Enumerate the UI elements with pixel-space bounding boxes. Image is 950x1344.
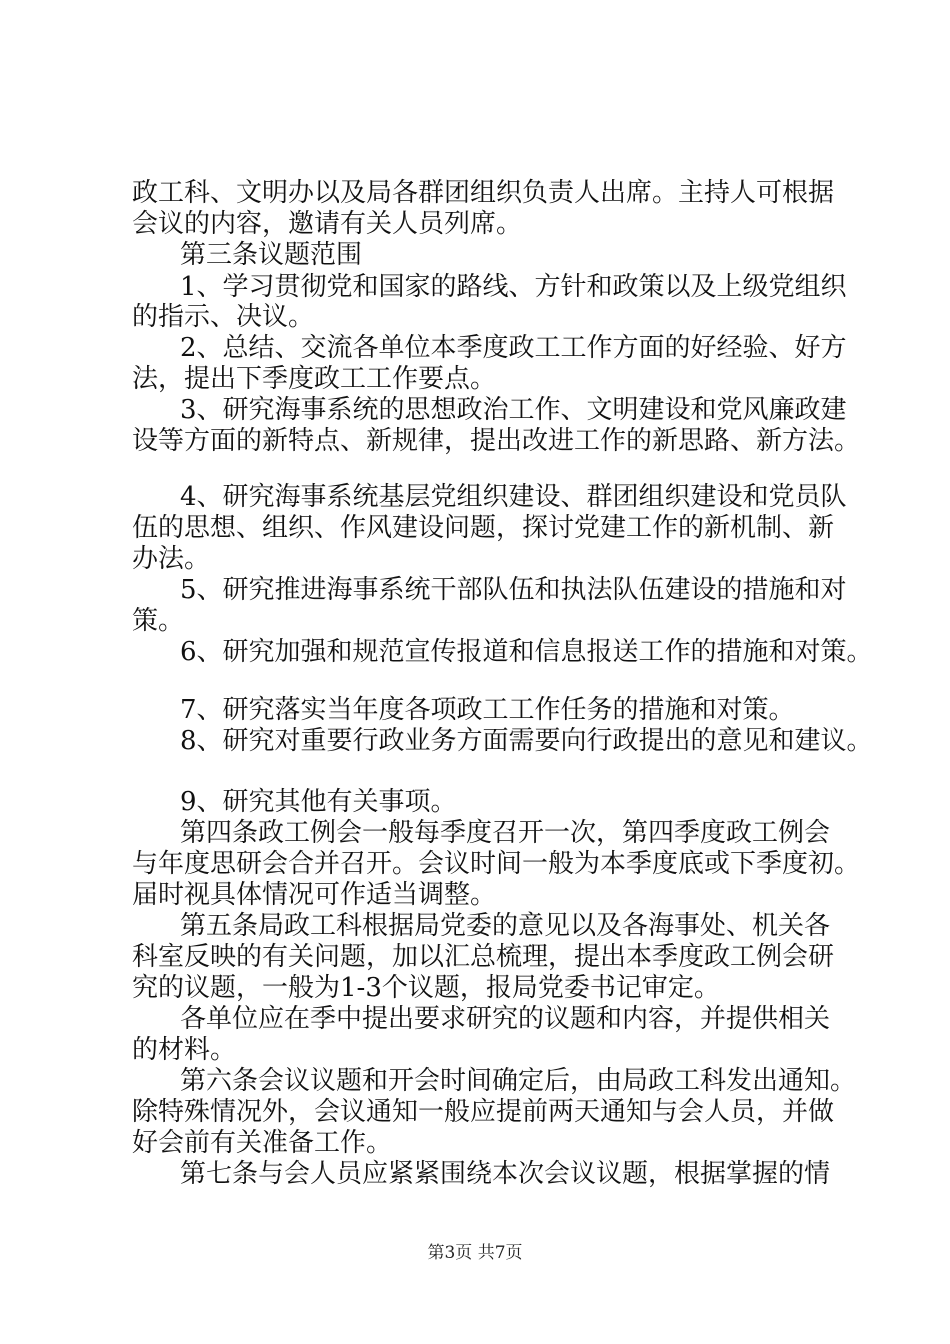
text-line: 的指示、决议。 xyxy=(132,302,315,332)
text-line: 届时视具体情况可作适当调整。 xyxy=(132,880,497,910)
text-line: 政工科、文明办以及局各群团组织负责人出席。主持人可根据 xyxy=(132,178,835,208)
section-heading: 第三条议题范围 xyxy=(180,240,363,270)
text-line: 好会前有关准备工作。 xyxy=(132,1128,393,1158)
text-line: 设等方面的新特点、新规律，提出改进工作的新思路、新方法。 xyxy=(132,426,861,456)
text-line: 7、研究落实当年度各项政工工作任务的措施和对策。 xyxy=(180,695,795,725)
text-line: 除特殊情况外，会议通知一般应提前两天通知与会人员，并做 xyxy=(132,1097,835,1127)
text-line: 办法。 xyxy=(132,544,211,574)
text-line: 策。 xyxy=(132,606,185,636)
text-line: 会议的内容，邀请有关人员列席。 xyxy=(132,209,523,239)
text-line: 的材料。 xyxy=(132,1035,237,1065)
page-footer: 第3页 共7页 xyxy=(427,1243,523,1263)
text-line: 3、研究海事系统的思想政治工作、文明建设和党风廉政建 xyxy=(180,395,847,425)
text-line: 8、研究对重要行政业务方面需要向行政提出的意见和建议。 xyxy=(180,726,873,756)
text-line: 科室反映的有关问题，加以汇总梳理，提出本季度政工例会研 xyxy=(132,942,835,972)
text-line: 第五条局政工科根据局党委的意见以及各海事处、机关各 xyxy=(180,911,831,941)
text-line: 第四条政工例会一般每季度召开一次，第四季度政工例会 xyxy=(180,818,831,848)
text-line: 第七条与会人员应紧紧围绕本次会议议题，根据掌握的情 xyxy=(180,1159,831,1189)
text-line: 各单位应在季中提出要求研究的议题和内容，并提供相关 xyxy=(180,1004,831,1034)
text-line: 5、研究推进海事系统干部队伍和执法队伍建设的措施和对 xyxy=(180,575,847,605)
text-line: 与年度思研会合并召开。会议时间一般为本季度底或下季度初。 xyxy=(132,849,861,879)
text-line: 法，提出下季度政工工作要点。 xyxy=(132,364,497,394)
text-line: 2、总结、交流各单位本季度政工工作方面的好经验、好方 xyxy=(180,333,847,363)
text-line: 4、研究海事系统基层党组织建设、群团组织建设和党员队 xyxy=(180,482,847,512)
text-line: 伍的思想、组织、作风建设问题，探讨党建工作的新机制、新 xyxy=(132,513,835,543)
text-line: 第六条会议议题和开会时间确定后，由局政工科发出通知。 xyxy=(180,1066,857,1096)
text-line: 9、研究其他有关事项。 xyxy=(180,787,457,817)
text-line: 究的议题，一般为1-3个议题，报局党委书记审定。 xyxy=(132,973,720,1003)
text-line: 6、研究加强和规范宣传报道和信息报送工作的措施和对策。 xyxy=(180,637,873,667)
text-line: 1、学习贯彻党和国家的路线、方针和政策以及上级党组织 xyxy=(180,272,847,302)
